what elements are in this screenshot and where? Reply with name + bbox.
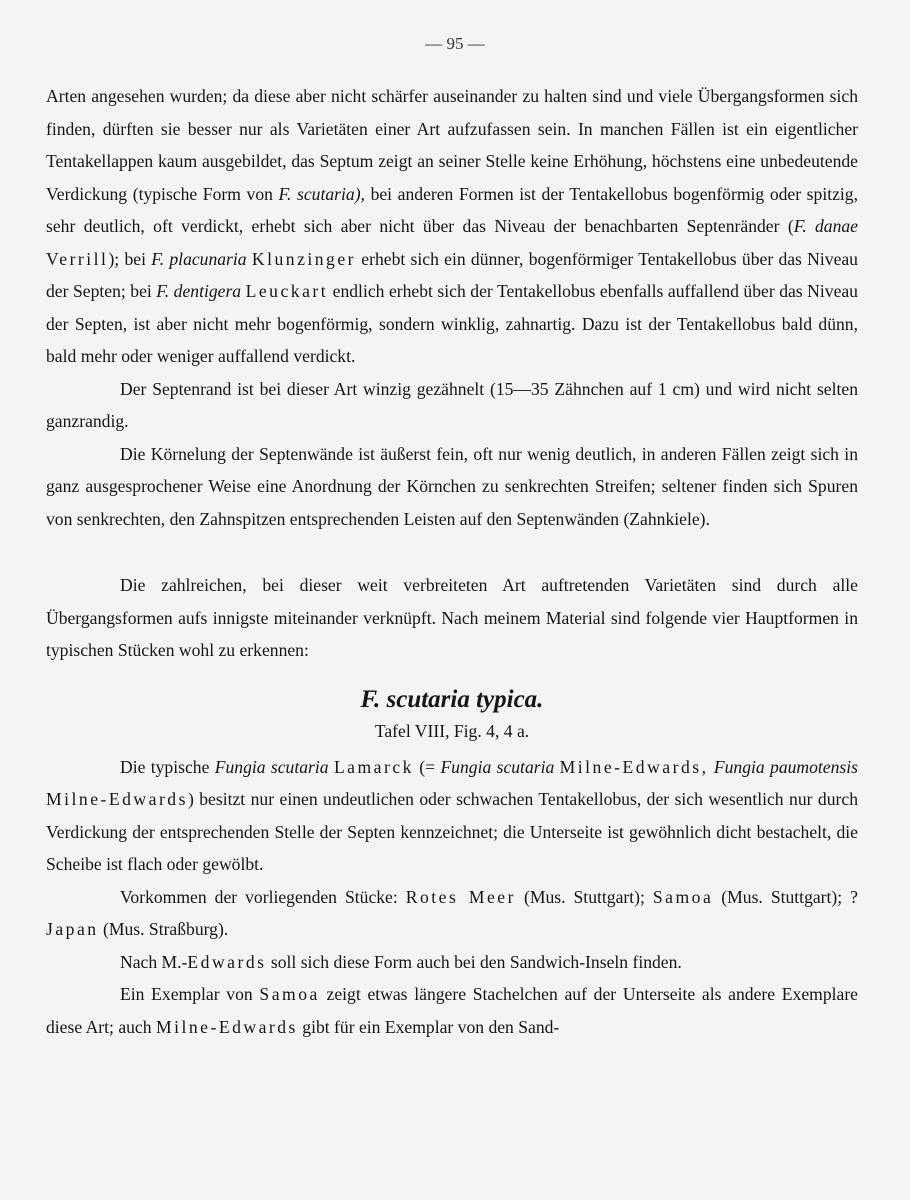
paragraph-typica-description <box>46 751 858 881</box>
locality-name: Japan <box>46 919 99 939</box>
locality-name: Samoa <box>259 984 320 1004</box>
text-run: Vorkommen der vorliegenden Stücke: <box>120 886 406 907</box>
text-run: soll sich diese Form auch bei den Sandwich-Inseln finden. <box>266 951 682 972</box>
text-run: Arten angesehen wurden; da diese aber nicht schärfer auseinander zu halten sind und viele Übergangsformen sich finden, dürften sie besser nur als Varietäten einer Art aufzufassen sein. In manchen Fällen ist ein eigentlicher Tentakellappen kaum ausgebildet, das Septum zeigt an seiner Stelle keine Erhöhung, höchstens eine unbedeutende Verdickung (typische Form von <box>46 86 858 204</box>
paragraph-granulation: Die Körnelung der Septenwände ist äußerst fein, oft nur wenig deutlich, in anderen Fällen zeigt sich in ganz ausgesprochener Weise eine Anordnung der Körnchen zu senkrechten Streifen; seltener finden sich Spuren von senkrechten, den Zahnspitzen entsprechenden Leisten auf den Septenwänden (Zahnkiele). <box>46 443 858 529</box>
text-run: (Mus. Stuttgart); <box>515 886 653 907</box>
text-run: erhebt sich ein dünner, bogenförmiger Tentakellobus über das Niveau der Septen; bei <box>46 248 858 301</box>
author-name: Milne-Edwards <box>46 789 188 809</box>
species-name: F. dentigera <box>156 281 242 301</box>
paragraph-main-forms: Die zahlreichen, bei dieser weit verbreiteten Art auftretenden Varietäten sind durch alle Übergangsformen aufs innigste miteinander verknüpft. Nach meinem Material sind folgende vier Hauptformen in typischen Stücken wohl zu erkennen: <box>46 575 858 660</box>
page-number: — 95 — <box>425 34 485 53</box>
paragraph-sandwich-islands <box>46 946 858 979</box>
author-name: Edwards <box>187 951 267 972</box>
text-run: ); bei <box>108 248 152 269</box>
text-run: ) besitzt nur einen undeutlichen oder schwachen Tentakellobus, der sich wesentlich nur durch Verdickung der entsprechenden Stelle der Septen kennzeichnet; die Unterseite ist gewöhnlich dicht bestachelt, die Scheibe ist flach oder gewölbt. <box>46 789 858 874</box>
plate-reference: Tafel VIII, Fig. 4, 4 a. <box>374 720 530 741</box>
text-run: (Mus. Straßburg). <box>98 919 229 939</box>
text-run: endlich erhebt sich der Tentakellobus ebenfalls auffallend über das Niveau der Septen, ist aber nicht mehr bogenförmig, sondern winklig, zahnartig. Dazu ist der Tentakellobus bald dünn, bald mehr oder weniger auffallend verdickt. <box>46 281 858 366</box>
species-name: Fungia scutaria <box>440 756 555 777</box>
text-run: (Mus. Stuttgart); ? <box>713 886 858 907</box>
author-name: Verrill <box>46 248 109 269</box>
text-run: zeigt etwas längere Stachelchen auf der Unterseite als andere Exemplare diese Art; auch <box>46 984 858 1037</box>
locality-name: Rotes Meer <box>405 886 516 907</box>
author-name: Lamarck <box>333 756 414 777</box>
author-name: Leuckart <box>245 281 329 301</box>
species-name: Fungia scutaria <box>214 756 329 777</box>
text-run: gibt für ein Exemplar von den Sand- <box>297 1016 560 1037</box>
page-body <box>46 80 858 1043</box>
author-name: Klunzinger <box>251 248 357 269</box>
author-name: Milne-Edwards <box>155 1016 298 1037</box>
paragraph-occurrence <box>46 881 858 946</box>
text-run: Die typische <box>120 756 215 777</box>
species-name: F. placunaria <box>151 248 247 269</box>
section-heading: F. scutaria typica. <box>360 685 544 713</box>
text-run: Nach M.- <box>120 951 188 972</box>
text-run: Ein Exemplar von <box>120 984 260 1004</box>
species-name: F. danae <box>793 216 858 236</box>
paragraph-septal-margin: Der Septenrand ist bei dieser Art winzig gezähnelt (15—35 Zähnchen auf 1 cm) und wird nicht selten ganzrandig. <box>46 378 858 431</box>
locality-name: Samoa <box>652 886 714 907</box>
paragraph-varieties <box>46 80 858 373</box>
paragraph-samoa-specimen <box>46 978 858 1043</box>
text-run: bei anderen Formen ist der Tentakellobus bogenförmig oder spitzig, sehr deutlich, oft verdickt, erhebt sich aber nicht über das Niveau der benachbarten Septenränder ( <box>46 183 858 236</box>
species-name: Fungia paumotensis <box>713 756 858 777</box>
paragraph-gap <box>46 535 858 569</box>
text-run: (= <box>413 756 441 777</box>
species-name: F. scutaria), <box>278 183 365 204</box>
author-name: Milne-Edwards, <box>559 756 709 777</box>
